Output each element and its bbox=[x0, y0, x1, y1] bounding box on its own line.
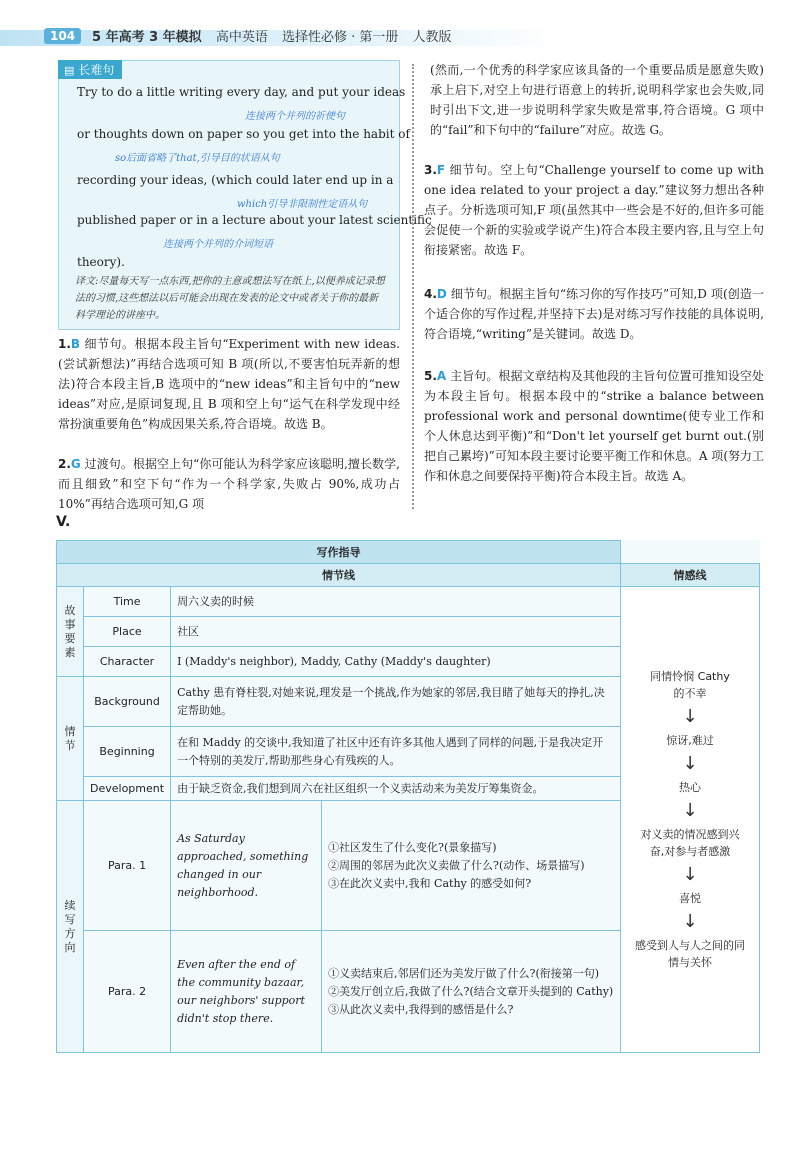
sentence-line-2: or thoughts down on paper so you get into the habit of bbox=[77, 127, 410, 141]
answer-letter: A bbox=[436, 369, 447, 383]
background-value: Cathy 患有脊柱裂,对她来说,理发是一个挑战,作为她家的邻居,我目睹了她每天的挣扎,决定帮助她。 bbox=[171, 677, 621, 727]
para2-question-2: ②美发厅创立后,我做了什么?(结合文章开头提到的 Cathy) bbox=[328, 984, 614, 998]
tag-label: 长难句 bbox=[78, 63, 115, 77]
sentence-line-5: theory). bbox=[77, 255, 125, 269]
arrow-down-icon: ↓ bbox=[682, 800, 698, 821]
answer-letter: G bbox=[70, 457, 81, 471]
para2-label: Para. 2 bbox=[84, 931, 171, 1053]
para2-opening: Even after the end of the community bazaar, our neighbors' support didn't stop there. bbox=[171, 931, 322, 1053]
emotion-5: 喜悦 bbox=[679, 892, 701, 905]
book-icon: ▤ bbox=[64, 64, 75, 77]
sentence-line-3: recording your ideas, (which could later end up in a bbox=[77, 173, 394, 187]
answer-text: 细节句。根据主旨句“练习你的写作技巧”可知,D 项(创造一个适合你的写作过程,并坚持下去)是对练习写作技能的具体说明,符合语境,“writing”是关键词。故选 D。 bbox=[424, 287, 764, 341]
answer-3 bbox=[424, 160, 764, 260]
emotion-3: 热心 bbox=[679, 781, 701, 794]
long-sentence-tag bbox=[58, 60, 122, 79]
answer-number: 1. bbox=[58, 337, 71, 351]
answer-text: 主旨句。根据文章结构及其他段的主旨句位置可推知设空处为本段主旨句。根据本段中的“strike a balance between professional work and personal downtime(使专业工作和个人休息达到平衡)”和“Don't let yourself get burnt out.(别把自己累垮)”可知本段主要讨论要平衡工作和休息。A 项(努力工作和休息之间要保持平衡)符合本段主旨。故选 A。 bbox=[424, 369, 764, 483]
answer-4 bbox=[424, 284, 764, 344]
place-label: Place bbox=[84, 617, 171, 647]
group-plot: 情节 bbox=[57, 677, 84, 801]
plot-line-header: 情节线 bbox=[57, 564, 621, 587]
page-number: 104 bbox=[44, 28, 81, 44]
para1-questions bbox=[322, 801, 621, 931]
emotion-1: 同情怜悯 Cathy 的不幸 bbox=[650, 670, 730, 700]
emotion-6: 感受到人与人之间的同情与关怀 bbox=[635, 939, 745, 969]
edition: 人教版 bbox=[412, 30, 452, 45]
answer-letter: D bbox=[436, 287, 447, 301]
answer-5 bbox=[424, 366, 764, 486]
page-header bbox=[0, 22, 800, 52]
annotation-4: 连接两个并列的介词短语 bbox=[163, 239, 273, 250]
annotation-2: so后面省略了that,引导目的状语从句 bbox=[115, 153, 280, 164]
answer-2 bbox=[58, 454, 400, 514]
development-value: 由于缺乏资金,我们想到周六在社区组织一个义卖活动来为美发厅筹集资金。 bbox=[171, 777, 621, 801]
translation: 译文:尽量每天写一点东西,把你的主意或想法写在纸上,以便养成记录想法的习惯,这些想法以后可能会出现在发表的论文中或者关于你的最新科学理论的讲座中。 bbox=[75, 276, 385, 321]
table-title: 写作指导 bbox=[57, 541, 621, 564]
answer-number: 3. bbox=[424, 163, 437, 177]
para1-question-1: ①社区发生了什么变化?(景象描写) bbox=[328, 840, 497, 854]
group-story-elements: 故事要素 bbox=[57, 587, 84, 677]
time-value: 周六义卖的时候 bbox=[171, 587, 621, 617]
annotation-3: which引导非限制性定语从句 bbox=[237, 199, 368, 210]
answer-number: 4. bbox=[424, 287, 437, 301]
place-value: 社区 bbox=[171, 617, 621, 647]
answer-letter: F bbox=[436, 163, 446, 177]
para1-question-3: ③在此次义卖中,我和 Cathy 的感受如何? bbox=[328, 876, 532, 890]
arrow-down-icon: ↓ bbox=[682, 706, 698, 727]
long-sentence-box bbox=[58, 60, 432, 330]
sentence-line-4: published paper or in a lecture about your latest scientific bbox=[77, 213, 432, 227]
answer-text: (然而,一个优秀的科学家应该具备的一个重要品质是愿意失败)承上启下,对空上句进行语意上的转折,说明科学家也会失败,同时引出下文,进一步说明科学家失败是常事,符合语境。G 项中的“fail”和下句中的“failure”对应。故选 G。 bbox=[430, 63, 764, 137]
section-label: V. bbox=[56, 514, 71, 530]
emotion-line-header: 情感线 bbox=[621, 564, 760, 587]
arrow-down-icon: ↓ bbox=[682, 911, 698, 932]
group-direction: 续写方向 bbox=[57, 801, 84, 1053]
beginning-value: 在和 Maddy 的交谈中,我知道了社区中还有许多其他人遇到了同样的问题,于是我决定开一个特别的美发厅,帮助那些身心有残疾的人。 bbox=[171, 727, 621, 777]
time-label: Time bbox=[84, 587, 171, 617]
development-label: Development bbox=[84, 777, 171, 801]
answer-number: 5. bbox=[424, 369, 437, 383]
volume: 选择性必修 · 第一册 bbox=[281, 30, 399, 45]
para1-label: Para. 1 bbox=[84, 801, 171, 931]
header-text bbox=[92, 26, 462, 45]
answer-text: 细节句。根据本段主旨句“Experiment with new ideas.(尝试新想法)”再结合选项可知 B 项(所以,不要害怕玩弄新的想法)符合本段主旨,B 选项中的“new ideas”和主旨句中的“new ideas”对应,是原词复现,且 B 项和空上句“运气在科学发现中经常扮演重要角色”构成因果关系,符合语境。故选 B。 bbox=[58, 337, 400, 431]
book-title: 5 年高考 3 年模拟 bbox=[92, 30, 202, 45]
para1-opening: As Saturday approached, something changed in our neighborhood. bbox=[171, 801, 322, 931]
arrow-down-icon: ↓ bbox=[682, 864, 698, 885]
answer-text: 细节句。空上句“Challenge yourself to come up with one idea related to your project a day.”建议努力想出各种点子。分析选项可知,F 项(虽然其中一些会是不好的,但许多可能会促使一个新的实验或学说产生)符合本段主要内容,且与空上句衔接紧密。故选 F。 bbox=[424, 163, 764, 257]
emotion-line bbox=[621, 587, 760, 1053]
answer-text: 过渡句。根据空上句“你可能认为科学家应该聪明,擅长数学,而且细致”和空下句“作为一个科学家,失败占 90%,成功占 10%”再结合选项可知,G 项 bbox=[58, 457, 400, 511]
emotion-2: 惊讶,难过 bbox=[666, 734, 714, 747]
beginning-label: Beginning bbox=[84, 727, 171, 777]
para2-question-1: ①义卖结束后,邻居们还为美发厅做了什么?(衔接第一句) bbox=[328, 966, 600, 980]
para2-questions bbox=[322, 931, 621, 1053]
para1-question-2: ②周围的邻居为此次义卖做了什么?(动作、场景描写) bbox=[328, 858, 585, 872]
annotation-1: 连接两个并列的祈使句 bbox=[245, 111, 345, 122]
answer-2-continued bbox=[430, 60, 764, 140]
background-label: Background bbox=[84, 677, 171, 727]
subject: 高中英语 bbox=[215, 30, 268, 45]
para2-question-3: ③从此次义卖中,我得到的感悟是什么? bbox=[328, 1002, 514, 1016]
answer-letter: B bbox=[70, 337, 81, 351]
answer-number: 2. bbox=[58, 457, 71, 471]
character-value: I (Maddy's neighbor), Maddy, Cathy (Maddy's daughter) bbox=[171, 647, 621, 677]
character-label: Character bbox=[84, 647, 171, 677]
answer-1 bbox=[58, 334, 400, 434]
emotion-4: 对义卖的情况感到兴奋,对参与者感激 bbox=[640, 828, 740, 858]
sentence-line-1: Try to do a little writing every day, and put your ideas bbox=[77, 85, 406, 99]
arrow-down-icon: ↓ bbox=[682, 753, 698, 774]
column-divider bbox=[412, 64, 414, 509]
writing-guide-table bbox=[56, 540, 760, 1053]
